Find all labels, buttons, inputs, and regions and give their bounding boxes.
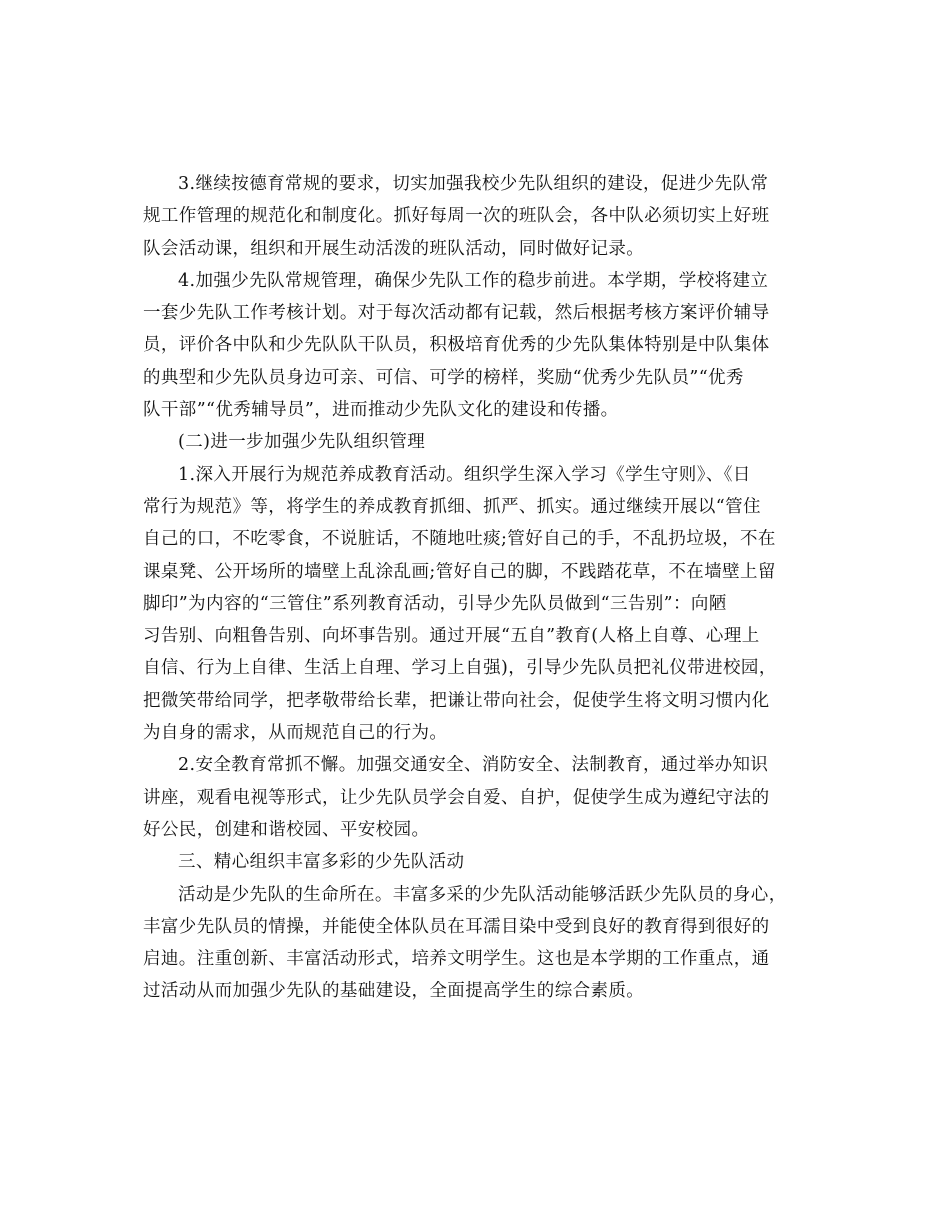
text-line: 启迪。注重创新、丰富活动形式，培养文明学生。这也是本学期的工作重点，通	[143, 949, 770, 970]
text-line: 的典型和少先队员身边可亲、可信、可学的榜样，奖励“优秀少先队员”“优秀	[143, 367, 744, 388]
text-line: 课桌凳、公开场所的墙壁上乱涂乱画;管好自己的脚，不践踏花草，不在墙壁上留	[143, 561, 776, 582]
text-line: 把微笑带给同学，把孝敬带给长辈，把谦让带向社会，促使学生将文明习惯内化	[143, 690, 770, 711]
text-line: 好公民，创建和谐校园、平安校园。	[143, 819, 430, 840]
text-line: 活动是少先队的生命所在。丰富多采的少先队活动能够活跃少先队员的身心，	[178, 884, 787, 905]
text-line: 2.安全教育常抓不懈。加强交通安全、消防安全、法制教育，通过举办知识	[178, 755, 769, 776]
text-line: 3.继续按德育常规的要求，切实加强我校少先队组织的建设，促进少先队常	[178, 174, 769, 194]
text-line: 4.加强少先队常规管理，确保少先队工作的稳步前进。本学期，学校将建立	[178, 270, 769, 291]
text-line: 一套少先队工作考核计划。对于每次活动都有记载，然后根据考核方案评价辅导	[143, 303, 770, 324]
text-line: 员，评价各中队和少先队队干队员，积极培育优秀的少先队集体特别是中队集体	[143, 335, 770, 356]
text-line: 习告别、向粗鲁告别、向坏事告别。通过开展“五自”教育(人格上自尊、心理上	[143, 626, 760, 647]
text-line: 1.深入开展行为规范养成教育活动。组织学生深入学习《学生守则》、《日	[178, 464, 751, 485]
text-line: 常行为规范》等，将学生的养成教育抓细、抓严、抓实。通过继续开展以“管住	[143, 496, 761, 517]
section-heading: (二)进一步加强少先队组织管理	[178, 432, 426, 453]
text-line: 队会活动课，组织和开展生动活泼的班队活动，同时做好记录。	[143, 238, 645, 259]
text-line: 规工作管理的规范化和制度化。抓好每周一次的班队会，各中队必须切实上好班	[143, 206, 770, 227]
text-line: 脚印”为内容的“三管住”系列教育活动，引导少先队员做到“三告别”：向陋	[143, 593, 727, 614]
text-line: 过活动从而加强少先队的基础建设，全面提高学生的综合素质。	[143, 981, 645, 1002]
text-line: 自信、行为上自律、生活上自理、学习上自强)，引导少先队员把礼仪带进校园，	[143, 658, 777, 679]
text-line: 自己的口，不吃零食，不说脏话，不随地吐痰;管好自己的手，不乱扔垃圾，不在	[143, 529, 776, 550]
text-line: 为自身的需求，从而规范自己的行为。	[143, 723, 448, 744]
document-body	[143, 168, 809, 1008]
text-line: 丰富少先队员的情操，并能使全体队员在耳濡目染中受到良好的教育得到很好的	[143, 916, 770, 937]
text-line: 讲座，观看电视等形式，让少先队员学会自爱、自护，促使学生成为遵纪守法的	[143, 787, 770, 808]
section-heading: 三、精心组织丰富多彩的少先队活动	[178, 852, 465, 873]
text-line: 队干部”“优秀辅导员”，进而推动少先队文化的建设和传播。	[143, 400, 619, 421]
